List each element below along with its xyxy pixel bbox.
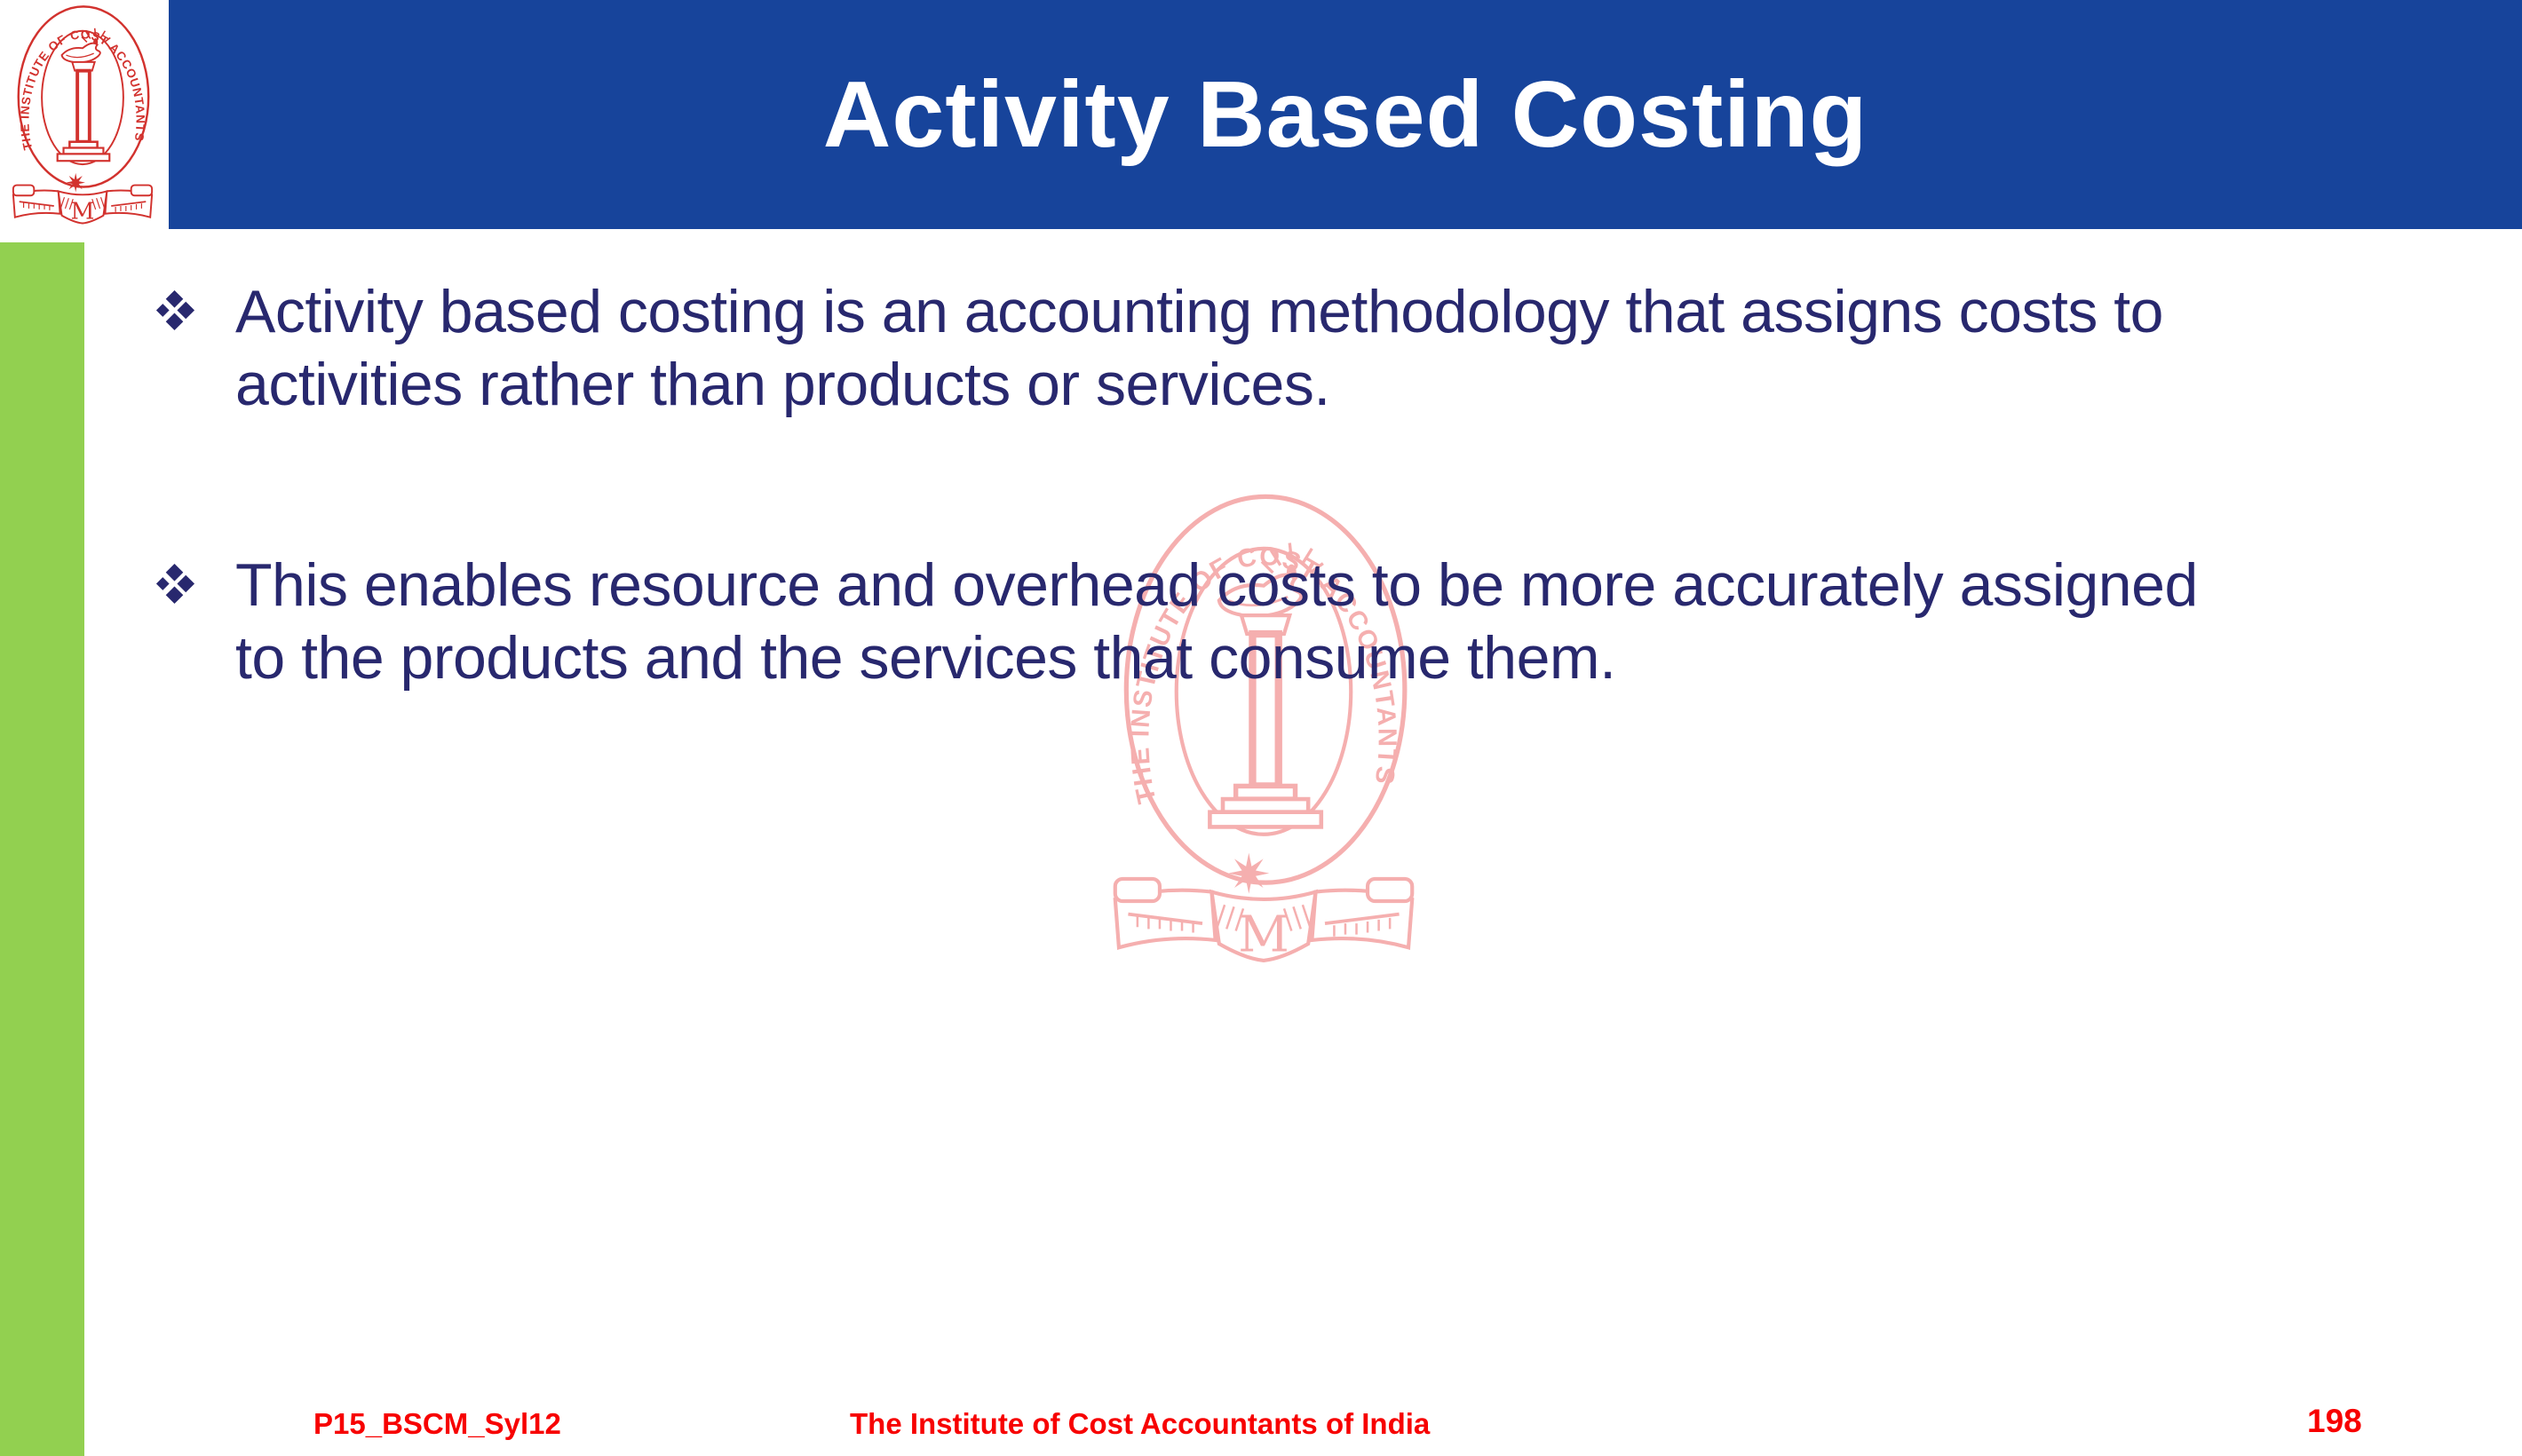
bullet-text-line: activities rather than products or services.	[235, 351, 1330, 418]
bullet-item	[129, 549, 2438, 694]
bullet-item	[129, 275, 2438, 421]
bullet-text-line: Activity based costing is an accounting methodology that assigns costs to	[235, 278, 2163, 345]
footer-institute-name: The Institute of Cost Accountants of India	[850, 1407, 1431, 1440]
diamond-bullet-icon	[154, 563, 195, 605]
footer-page-number: 198	[2307, 1403, 2362, 1439]
bullet-text-line: to the products and the services that consume them.	[235, 624, 1616, 692]
footer-course-code: P15_BSCM_Syl12	[313, 1407, 561, 1440]
bullet-text-line: This enables resource and overhead costs to be more accurately assigned	[235, 551, 2198, 619]
diamond-bullet-icon	[154, 289, 195, 331]
slide-title: Activity Based Costing	[822, 61, 1868, 167]
